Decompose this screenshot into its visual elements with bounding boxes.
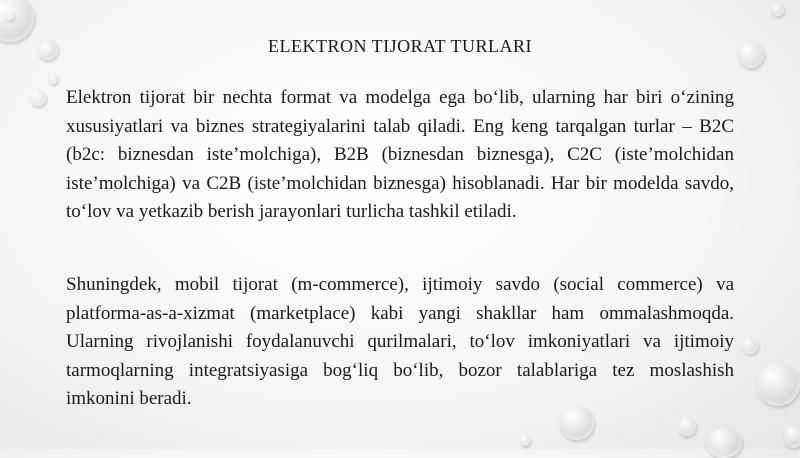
water-drop-decoration <box>706 428 742 458</box>
water-drop-decoration <box>30 90 46 106</box>
water-drop-decoration <box>6 12 14 20</box>
water-drop-decoration <box>756 362 800 406</box>
water-drop-decoration <box>678 418 696 436</box>
paragraph-new-forms: Shuningdek, mobil tijorat (m-commerce), ijtimoiy savdo (social commerce) va platforma-as-a-xizmat (marketplace) kabi yangi shakllar ham ommalashmoqda. Ularning rivojlanishi foydalanuvchi qurilmalari, to‘lov imkoniyatlari va ijtimoiy tarmoqlarning integratsiyasiga bog‘liq bo‘lib, bozor talablariga tez moslashish imkonini beradi. <box>66 274 734 409</box>
water-drop-decoration <box>772 4 784 16</box>
slide-title: ELEKTRON TIJORAT TURLARI <box>268 36 532 56</box>
water-drop-decoration <box>784 424 800 448</box>
paragraph-ecommerce-models: Elektron tijorat bir nechta format va modelga ega bo‘lib, ularning har biri o‘zining xususiyatlari va biznes strategiyalarini talab qiladi. Eng keng tarqalgan turlar – B2C (b2c: biznesdan iste’molchiga), B2B (biznesdan biznesga), C2C (iste’molchidan iste’molchiga) va C2B (iste’molchidan biznesga) hisoblanadi. Har bir modelda savdo, to‘lov va yetkazib berish jarayonlari turlicha tashkil etiladi. <box>66 87 734 222</box>
water-drop-decoration <box>48 74 58 84</box>
water-drop-decoration <box>742 338 758 354</box>
water-drop-decoration <box>520 436 530 446</box>
